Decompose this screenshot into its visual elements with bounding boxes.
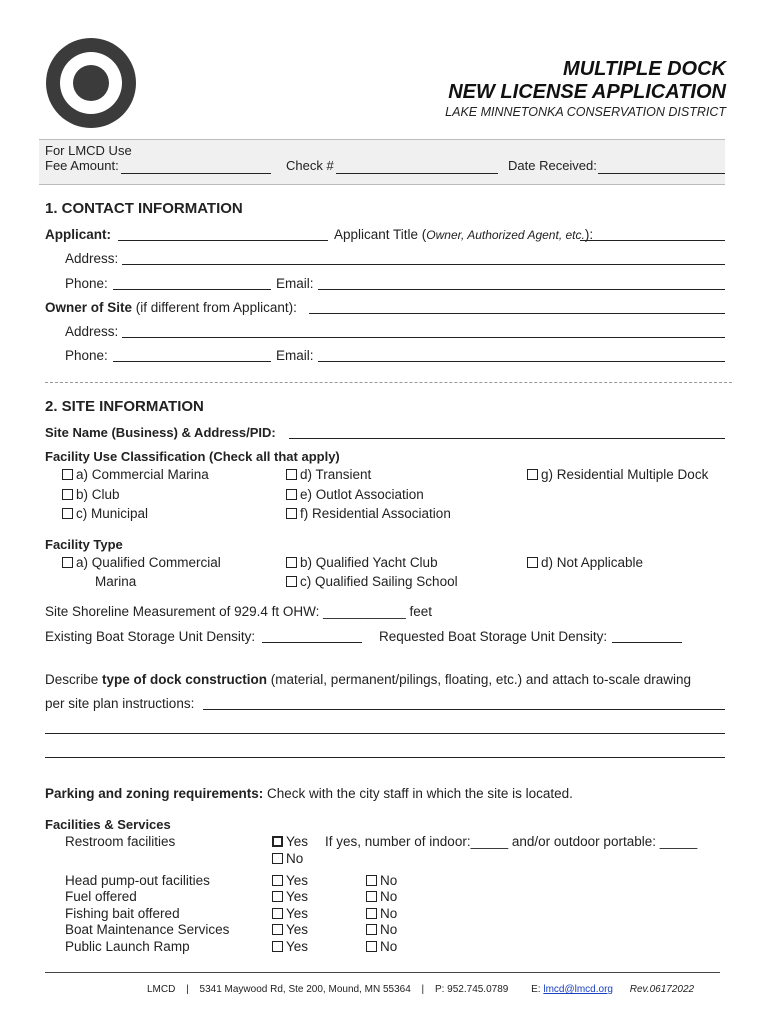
maintenance-no-checkbox[interactable]	[366, 924, 377, 935]
launch-ramp-yes-checkbox[interactable]	[272, 941, 283, 952]
applicant-field[interactable]	[118, 240, 328, 241]
form-title-line1: MULTIPLE DOCK	[563, 58, 726, 80]
fuel-no[interactable]: No	[366, 889, 397, 904]
lmcd-use-box	[39, 139, 725, 185]
applicant-title-label: Applicant Title (Owner, Authorized Agent, etc.):	[334, 227, 594, 242]
type-qualified-sailing-school-checkbox[interactable]	[286, 576, 297, 587]
restroom-yes[interactable]: Yes	[272, 834, 308, 849]
footer-revision: Rev.06172022	[629, 984, 695, 995]
fuel-yes-checkbox[interactable]	[272, 891, 283, 902]
facilities-heading: Facilities & Services	[45, 817, 171, 832]
applicant-title-field[interactable]	[580, 240, 725, 241]
use-residential-multiple-dock-checkbox[interactable]	[527, 469, 538, 480]
launch-ramp-yes[interactable]: Yes	[272, 939, 308, 954]
bait-no[interactable]: No	[366, 906, 397, 921]
use-club-checkbox[interactable]	[62, 489, 73, 500]
logo-smile-icon	[73, 65, 109, 101]
use-transient[interactable]: d) Transient	[286, 467, 371, 482]
footer-phone: P: 952.745.0789	[434, 984, 509, 995]
shoreline-measurement: Site Shoreline Measurement of 929.4 ft OHW: ___________ feet	[45, 604, 432, 619]
applicant-label: Applicant:	[45, 227, 111, 242]
launch-ramp-no-checkbox[interactable]	[366, 941, 377, 952]
date-received-field[interactable]	[598, 173, 725, 174]
bait-yes[interactable]: Yes	[272, 906, 308, 921]
check-number-field[interactable]	[336, 173, 498, 174]
applicant-address-field[interactable]	[122, 264, 725, 265]
owner-address-field[interactable]	[122, 337, 725, 338]
use-commercial-marina[interactable]: a) Commercial Marina	[62, 467, 209, 482]
use-municipal-checkbox[interactable]	[62, 508, 73, 519]
applicant-phone-field[interactable]	[113, 289, 271, 290]
fuel-no-checkbox[interactable]	[366, 891, 377, 902]
owner-phone-label: Phone:	[65, 348, 108, 363]
form-title-line2: NEW LICENSE APPLICATION	[448, 81, 726, 103]
facility-use-heading: Facility Use Classification (Check all that apply)	[45, 449, 340, 464]
footer-address: 5341 Maywood Rd, Ste 200, Mound, MN 55364	[199, 984, 411, 995]
owner-label: Owner of Site (if different from Applicant):	[45, 300, 297, 315]
restroom-label: Restroom facilities	[65, 834, 176, 849]
owner-phone-field[interactable]	[113, 361, 271, 362]
maintenance-yes[interactable]: Yes	[272, 922, 308, 937]
fee-amount-field[interactable]	[121, 173, 271, 174]
lmcd-logo	[46, 38, 136, 128]
existing-density-field[interactable]	[262, 642, 362, 643]
site-name-field[interactable]	[289, 438, 725, 439]
applicant-address-label: Address:	[65, 251, 119, 266]
use-club[interactable]: b) Club	[62, 487, 120, 502]
type-not-applicable[interactable]: d) Not Applicable	[527, 555, 643, 570]
site-name-label: Site Name (Business) & Address/PID:	[45, 425, 276, 440]
facility-item-label: Boat Maintenance Services	[65, 922, 230, 937]
owner-email-field[interactable]	[318, 361, 725, 362]
pumpout-yes[interactable]: Yes	[272, 873, 308, 888]
facility-type-heading: Facility Type	[45, 537, 123, 552]
maintenance-no[interactable]: No	[366, 922, 397, 937]
type-qualified-commercial-marina-line2: Marina	[95, 574, 137, 589]
footer-divider	[45, 972, 720, 973]
footer: LMCD | 5341 Maywood Rd, Ste 200, Mound, MN 55364 | P: 952.745.0789 E: lmcd@lmcd.org Rev.06172022	[147, 984, 695, 995]
pumpout-no-checkbox[interactable]	[366, 875, 377, 886]
fuel-yes[interactable]: Yes	[272, 889, 308, 904]
existing-density-label: Existing Boat Storage Unit Density:	[45, 629, 256, 644]
contact-section-heading: 1. CONTACT INFORMATION	[45, 200, 243, 217]
dock-construction-prompt-line2: per site plan instructions:	[45, 696, 195, 711]
type-qualified-sailing-school[interactable]: c) Qualified Sailing School	[286, 574, 458, 589]
parking-zoning-note: Parking and zoning requirements: Check with the city staff in which the site is located.	[45, 786, 573, 801]
dock-construction-field-line1[interactable]	[203, 709, 725, 710]
use-commercial-marina-checkbox[interactable]	[62, 469, 73, 480]
pumpout-no[interactable]: No	[366, 873, 397, 888]
date-received-label: Date Received:	[508, 158, 597, 173]
use-transient-checkbox[interactable]	[286, 469, 297, 480]
type-not-applicable-checkbox[interactable]	[527, 557, 538, 568]
type-qualified-yacht-club[interactable]: b) Qualified Yacht Club	[286, 555, 438, 570]
bait-yes-checkbox[interactable]	[272, 908, 283, 919]
applicant-email-label: Email:	[276, 276, 314, 291]
requested-density-field[interactable]	[612, 642, 682, 643]
pumpout-yes-checkbox[interactable]	[272, 875, 283, 886]
fee-amount-label: Fee Amount:	[45, 158, 119, 173]
lmcd-use-label: For LMCD Use	[45, 143, 132, 158]
use-outlot-association-checkbox[interactable]	[286, 489, 297, 500]
owner-email-label: Email:	[276, 348, 314, 363]
use-residential-association[interactable]: f) Residential Association	[286, 506, 451, 521]
section-divider	[45, 382, 732, 383]
owner-field[interactable]	[309, 313, 725, 314]
use-residential-association-checkbox[interactable]	[286, 508, 297, 519]
dock-construction-field-line2[interactable]	[45, 733, 725, 734]
maintenance-yes-checkbox[interactable]	[272, 924, 283, 935]
applicant-email-field[interactable]	[318, 289, 725, 290]
dock-construction-prompt: Describe type of dock construction (material, permanent/pilings, floating, etc.) and attach to-scale drawing	[45, 672, 692, 687]
restroom-yes-checkbox[interactable]	[272, 836, 283, 847]
footer-org: LMCD	[147, 984, 176, 995]
use-outlot-association[interactable]: e) Outlot Association	[286, 487, 424, 502]
type-qualified-commercial-marina-checkbox[interactable]	[62, 557, 73, 568]
facility-item-label: Head pump-out facilities	[65, 873, 210, 888]
restroom-no[interactable]: No	[272, 851, 303, 866]
bait-no-checkbox[interactable]	[366, 908, 377, 919]
requested-density-label: Requested Boat Storage Unit Density:	[379, 629, 608, 644]
applicant-phone-label: Phone:	[65, 276, 108, 291]
use-residential-multiple-dock[interactable]: g) Residential Multiple Dock	[527, 467, 708, 482]
restroom-count-note: If yes, number of indoor:_____ and/or outdoor portable: _____	[325, 834, 698, 849]
site-section-heading: 2. SITE INFORMATION	[45, 398, 204, 415]
type-qualified-commercial-marina[interactable]: a) Qualified Commercial	[62, 555, 221, 570]
type-qualified-yacht-club-checkbox[interactable]	[286, 557, 297, 568]
check-number-label: Check #	[286, 158, 334, 173]
facility-item-label: Fishing bait offered	[65, 906, 180, 921]
facility-item-label: Fuel offered	[65, 889, 137, 904]
owner-address-label: Address:	[65, 324, 119, 339]
facility-item-label: Public Launch Ramp	[65, 939, 190, 954]
footer-email-link[interactable]: lmcd@lmcd.org	[543, 984, 613, 995]
restroom-no-checkbox[interactable]	[272, 853, 283, 864]
dock-construction-field-line3[interactable]	[45, 757, 725, 758]
form-subtitle: LAKE MINNETONKA CONSERVATION DISTRICT	[445, 105, 726, 119]
launch-ramp-no[interactable]: No	[366, 939, 397, 954]
use-municipal[interactable]: c) Municipal	[62, 506, 148, 521]
